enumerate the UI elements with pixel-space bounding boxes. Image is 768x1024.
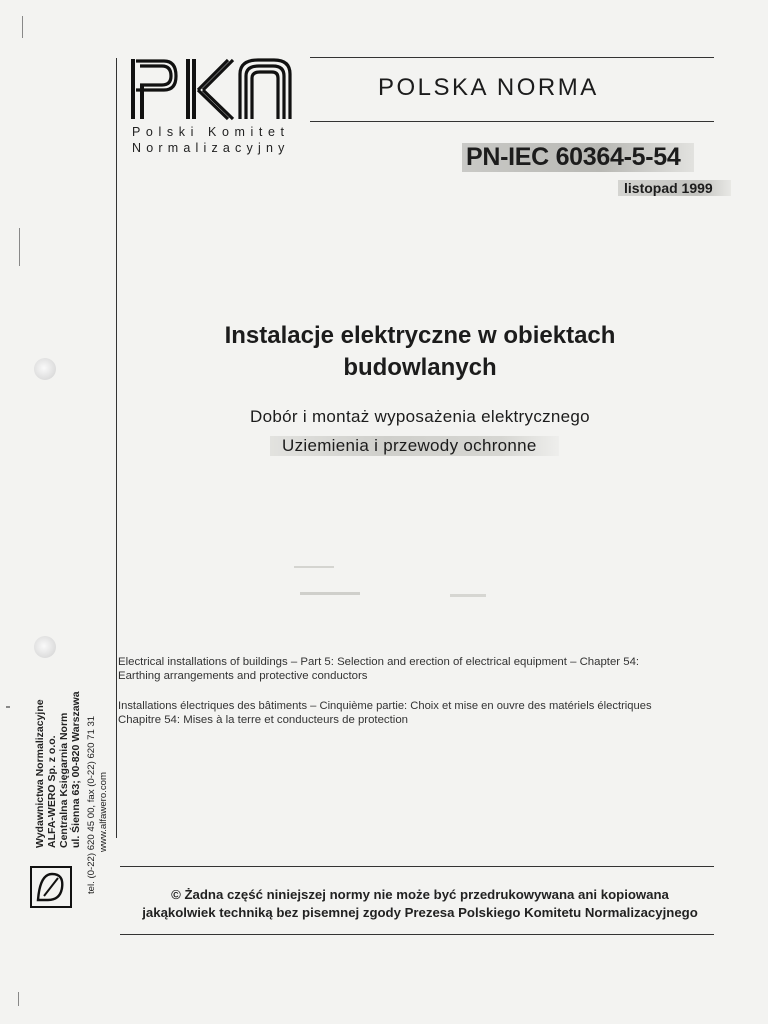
french-title-line1: Installations électriques des bâtiments – Cinquième partie: Choix et mise en ouvre des matériels électriques bbox=[118, 700, 652, 712]
copyright-line1: © Żadna część niniejszej normy nie może być przedrukowywana ani kopiowana bbox=[171, 887, 669, 902]
sidebar-publisher-line3: Centralna Księgarnia Norm bbox=[58, 712, 70, 848]
left-margin-rule bbox=[116, 58, 117, 838]
document-subtitle-2: Uziemienia i przewody ochronne bbox=[270, 436, 559, 456]
french-title-line2: Chapitre 54: Mises à la terre et conducteurs de protection bbox=[118, 714, 408, 726]
publisher-name-line1: Polski Komitet bbox=[132, 125, 290, 139]
english-title-line2: Earthing arrangements and protective conductors bbox=[118, 670, 368, 682]
scan-mark bbox=[22, 16, 23, 38]
document-subtitle: Dobór i montaż wyposażenia elektrycznego bbox=[250, 407, 590, 426]
header-rule bbox=[310, 121, 714, 122]
title-line2: budowlanych bbox=[343, 354, 497, 381]
sidebar-publisher-phone: tel. (0-22) 620 45 00, fax (0-22) 620 71 31 bbox=[86, 715, 97, 894]
sidebar-publisher-line1: Wydawnictwa Normalizacyjne bbox=[34, 699, 46, 848]
document-type: POLSKA NORMA bbox=[378, 74, 599, 101]
publisher-name-line2: Normalizacyjny bbox=[132, 141, 290, 155]
english-title-line1: Electrical installations of buildings – Part 5: Selection and erection of electrical equipment – Chapter 54: bbox=[118, 656, 640, 668]
scan-artifact bbox=[450, 594, 486, 597]
sidebar-publisher-line2: ALFA-WERO Sp. z o.o. bbox=[46, 735, 58, 848]
title-line1: Instalacje elektryczne w obiektach bbox=[224, 322, 616, 349]
pkn-logo bbox=[128, 56, 294, 122]
top-rule bbox=[310, 57, 714, 58]
issue-date: listopad 1999 bbox=[618, 180, 731, 196]
copyright-line2: jakąkolwiek techniką bez pisemnej zgody Prezesa Polskiego Komitetu Normalizacyjnego bbox=[142, 905, 698, 920]
footer-bottom-rule bbox=[120, 934, 714, 935]
scan-mark bbox=[18, 992, 19, 1006]
sidebar-publisher-line4: ul. Śienna 63; 00-820 Warszawa bbox=[70, 691, 82, 848]
punch-hole-top bbox=[34, 358, 56, 380]
sidebar-publisher-web: www.alfawero.com bbox=[98, 772, 109, 852]
footer-top-rule bbox=[120, 866, 714, 867]
scan-mark bbox=[19, 228, 20, 266]
document-title bbox=[150, 320, 690, 384]
scan-mark bbox=[6, 706, 10, 708]
punch-hole-bottom bbox=[34, 636, 56, 658]
alfa-wero-logo bbox=[30, 866, 72, 908]
standard-number: PN-IEC 60364-5-54 bbox=[462, 143, 694, 172]
copyright-notice bbox=[120, 886, 720, 922]
scan-artifact bbox=[294, 566, 334, 568]
scan-artifact bbox=[300, 592, 360, 595]
